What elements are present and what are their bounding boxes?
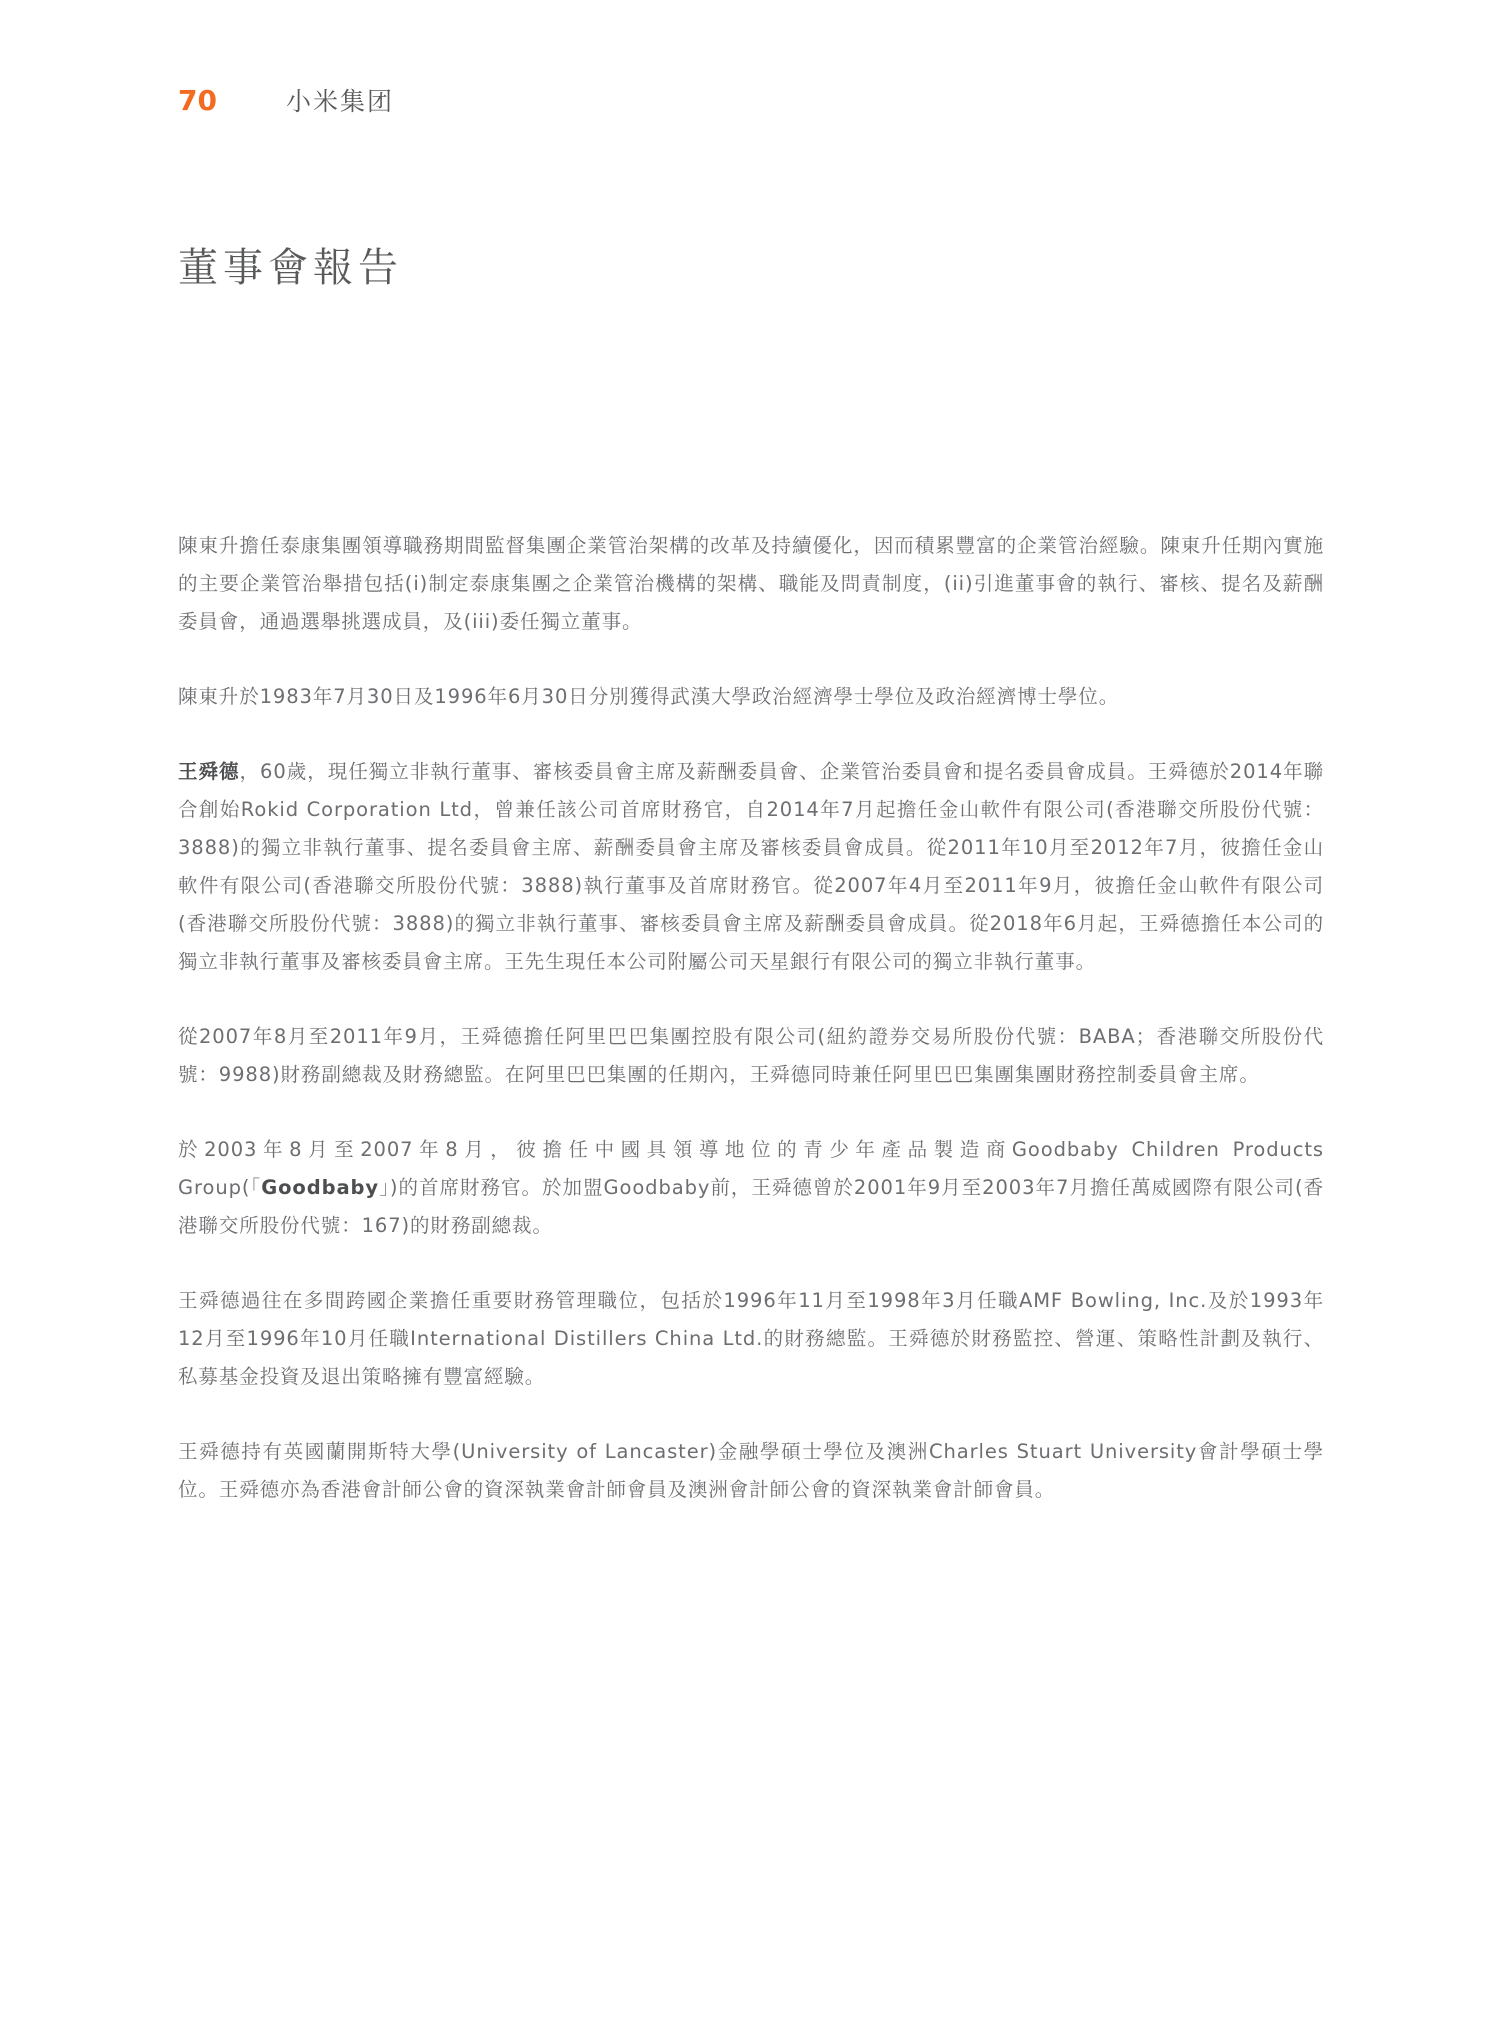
paragraph-past-positions (178, 1282, 1324, 1396)
paragraph-text: 王舜德持有英國蘭開斯特大學(University of Lancaster)金融學碩士學位及澳洲Charles Stuart University會計學碩士學位。王舜德亦為香港會計師公會的資深執業會計師會員及澳洲會計師公會的資深執業會計師會員。 (178, 1440, 1324, 1501)
paragraph-text: 陳東升擔任泰康集團領導職務期間監督集團企業管治架構的改革及持續優化，因而積累豐富的企業管治經驗。陳東升任期內實施的主要企業管治舉措包括(i)制定泰康集團之企業管治機構的架構、職能及問責制度，(ii)引進董事會的執行、審核、提名及薪酬委員會，通過選舉挑選成員，及(iii)委任獨立董事。 (178, 534, 1324, 633)
section-title: 董事會報告 (178, 245, 403, 291)
paragraph-text: 於2003年8月至2007年8月，彼擔任中國具領導地位的青少年產品製造商Goodbaby Children Products Group(「 (178, 1138, 1324, 1199)
paragraph-corporate-governance (178, 527, 1324, 641)
paragraph-goodbaby-role (178, 1131, 1324, 1245)
paragraph-text: 陳東升於1983年7月30日及1996年6月30日分別獲得武漢大學政治經濟學士學位及政治經濟博士學位。 (178, 685, 1120, 708)
director-name: 王舜德 (178, 760, 240, 783)
body-content (178, 527, 1324, 1546)
paragraph-text: ，60歲，現任獨立非執行董事、審核委員會主席及薪酬委員會、企業管治委員會和提名委員會成員。王舜德於2014年聯合創始Rokid Corporation Ltd，曾兼任該公司首席財務官，自2014年7月起擔任金山軟件有限公司(香港聯交所股份代號：3888)的獨立非執行董事、提名委員會主席、薪酬委員會主席及審核委員會成員。從2011年10月至2012年7月，彼擔任金山軟件有限公司(香港聯交所股份代號：3888)執行董事及首席財務官。從2007年4月至2011年9月，彼擔任金山軟件有限公司(香港聯交所股份代號：3888)的獨立非執行董事、審核委員會主席及薪酬委員會成員。從2018年6月起，王舜德擔任本公司的獨立非執行董事及審核委員會主席。王先生現任本公司附屬公司天星銀行有限公司的獨立非執行董事。 (178, 760, 1324, 973)
paragraph-text: 王舜德過往在多間跨國企業擔任重要財務管理職位，包括於1996年11月至1998年3月任職AMF Bowling, Inc.及於1993年12月至1996年10月任職International Distillers China Ltd.的財務總監。王舜德於財務監控、營運、策略性計劃及執行、私募基金投資及退出策略擁有豐富經驗。 (178, 1289, 1324, 1388)
paragraph-text: 從2007年8月至2011年9月，王舜德擔任阿里巴巴集團控股有限公司(紐約證券交易所股份代號：BABA；香港聯交所股份代號：9988)財務副總裁及財務總監。在阿里巴巴集團的任期內，王舜德同時兼任阿里巴巴集團集團財務控制委員會主席。 (178, 1025, 1324, 1086)
company-name: 小米集团 (286, 87, 395, 116)
paragraph-education-chen (178, 678, 1324, 716)
paragraph-alibaba-role (178, 1018, 1324, 1094)
paragraph-wang-biography (178, 753, 1324, 981)
paragraph-qualifications (178, 1433, 1324, 1509)
paragraph-text: 」)的首席財務官。於加盟Goodbaby前，王舜德曾於2001年9月至2003年7月擔任萬威國際有限公司(香港聯交所股份代號：167)的財務副總裁。 (178, 1176, 1324, 1237)
page-header (178, 80, 394, 120)
page-number: 70 (178, 83, 217, 117)
defined-term: Goodbaby (261, 1176, 379, 1199)
